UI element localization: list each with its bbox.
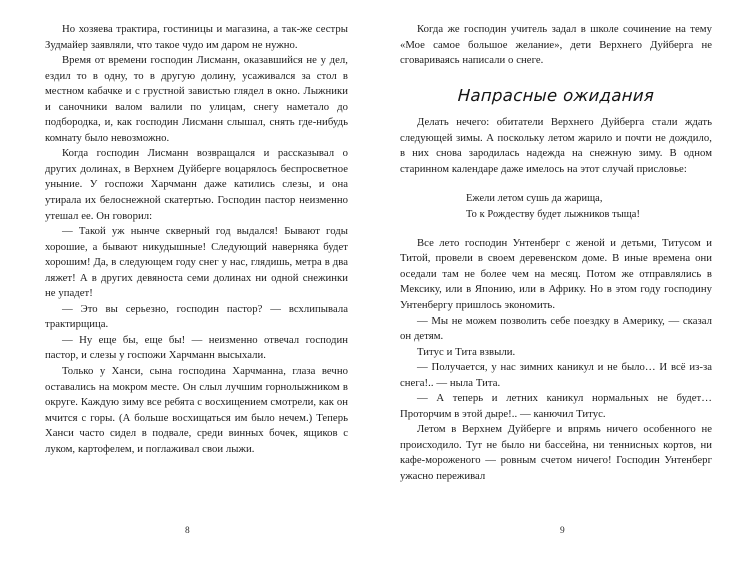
paragraph: — А теперь и летних каникул нормальных не будет… Проторчим в этой дыре!.. — канючил Титус. [400, 392, 712, 420]
paragraph: — Мы не можем позволить себе поездку в Америку, — сказал он детям. [400, 314, 712, 343]
page-right [375, 0, 750, 562]
verse-block [400, 191, 712, 221]
paragraph: — Это вы серьезно, господин пастор? — всхлипывала трактирщица. [45, 302, 348, 331]
paragraph: Когда господин Лисманн возвращался и рассказывал о других долинах, в Верхнем Дуйберге воцарялось беспросветное уныние. У госпожи Харчманн даже катились слезы, и она утирала их белоснежной скатертью. Господин пастор неизменно утешал ее. Он говорил: [45, 147, 348, 222]
paragraph: — Ну еще бы, еще бы! — неизменно отвечал господин пастор, и слезы у госпожи Харчманн высыхали. [45, 333, 348, 362]
paragraph: Все лето господин Унтенберг с женой и детьми, Титусом и Титой, провели в своем деревенском доме. В иные времена они оседали там не более чем на месяц. Потом же отправлялись в Мексику, или в Японию, или в Африку. Но в этом году господину Унтенбергу пришлось экономить. [400, 236, 712, 311]
verse-line: Ежели летом сушь да жарища, [466, 193, 603, 205]
paragraph: Когда же господин учитель задал в школе сочинение на тему «Мое самое большое желание», дети Верхнего Дуйберга не сговариваясь написали о снеге. [400, 23, 712, 67]
paragraph: Время от времени господин Лисманн, оказавшийся не у дел, ездил то в одну, то в другую долину, усаживался за стол в местном кабачке и с грустной завистью глядел в окно. Лыжники и саночники валом валили по улицам, снегу наметало до подбородка, и, как господин Лисманн слышал, снять где-нибудь комнату было невозможно. [45, 54, 348, 144]
paragraph: Делать нечего: обитатели Верхнего Дуйберга стали ждать следующей зимы. А поскольку летом жарило и почти не дождило, в них снова зародилась надежда на снежную зиму. В одном старинном календаре даже имелось на этот случай присловье: [400, 116, 712, 175]
paragraph: Титус и Тита взвыли. [417, 345, 516, 358]
paragraph: — Получается, у нас зимних каникул и не было… И всё из-за снега!.. — ныла Тита. [400, 361, 712, 389]
page-right-textblock [400, 22, 712, 485]
paragraph: — Такой уж нынче скверный год выдался! Бывают годы хорошие, а бывают никудышные! Следующий наверняка будет хорошим! Да, в следующем году снег у нас, глядишь, метра в два ляжет! А в других девяноста семи долинах ни одной снежинки не упадет! [45, 225, 348, 300]
verse-line: То к Рождеству будет лыжников тыща! [466, 208, 640, 220]
page-number-left: 8 [185, 526, 190, 536]
chapter-title: Напрасные ожидания [457, 85, 655, 105]
page-number-right: 9 [560, 526, 565, 536]
paragraph: Только у Ханси, сына господина Харчманна, глаза вечно оставались на мокром месте. Он слыл лучшим горнолыжником в округе. Каждую зиму все ребята с восхищением смотрели, как он мчится с горы. (А больше восхищаться им было нечем.) Теперь Ханси часто сидел в подвале, среди винных бочек, ящиков с луком, картофелем, и поглаживал свои лыжи. [45, 365, 348, 455]
paragraph: Но хозяева трактира, гостиницы и магазина, а так-же сестры Зудмайер заявляли, что такое чудо им даром не нужно. [45, 23, 348, 51]
page-left-textblock [45, 22, 348, 457]
paragraph: Летом в Верхнем Дуйберге и впрямь ничего особенного не происходило. Тут не было ни бассейна, ни теннисных кортов, ни кафе-мороженого — ровным счетом ничего! Господин Унтенберг ужасно переживал [400, 423, 712, 482]
